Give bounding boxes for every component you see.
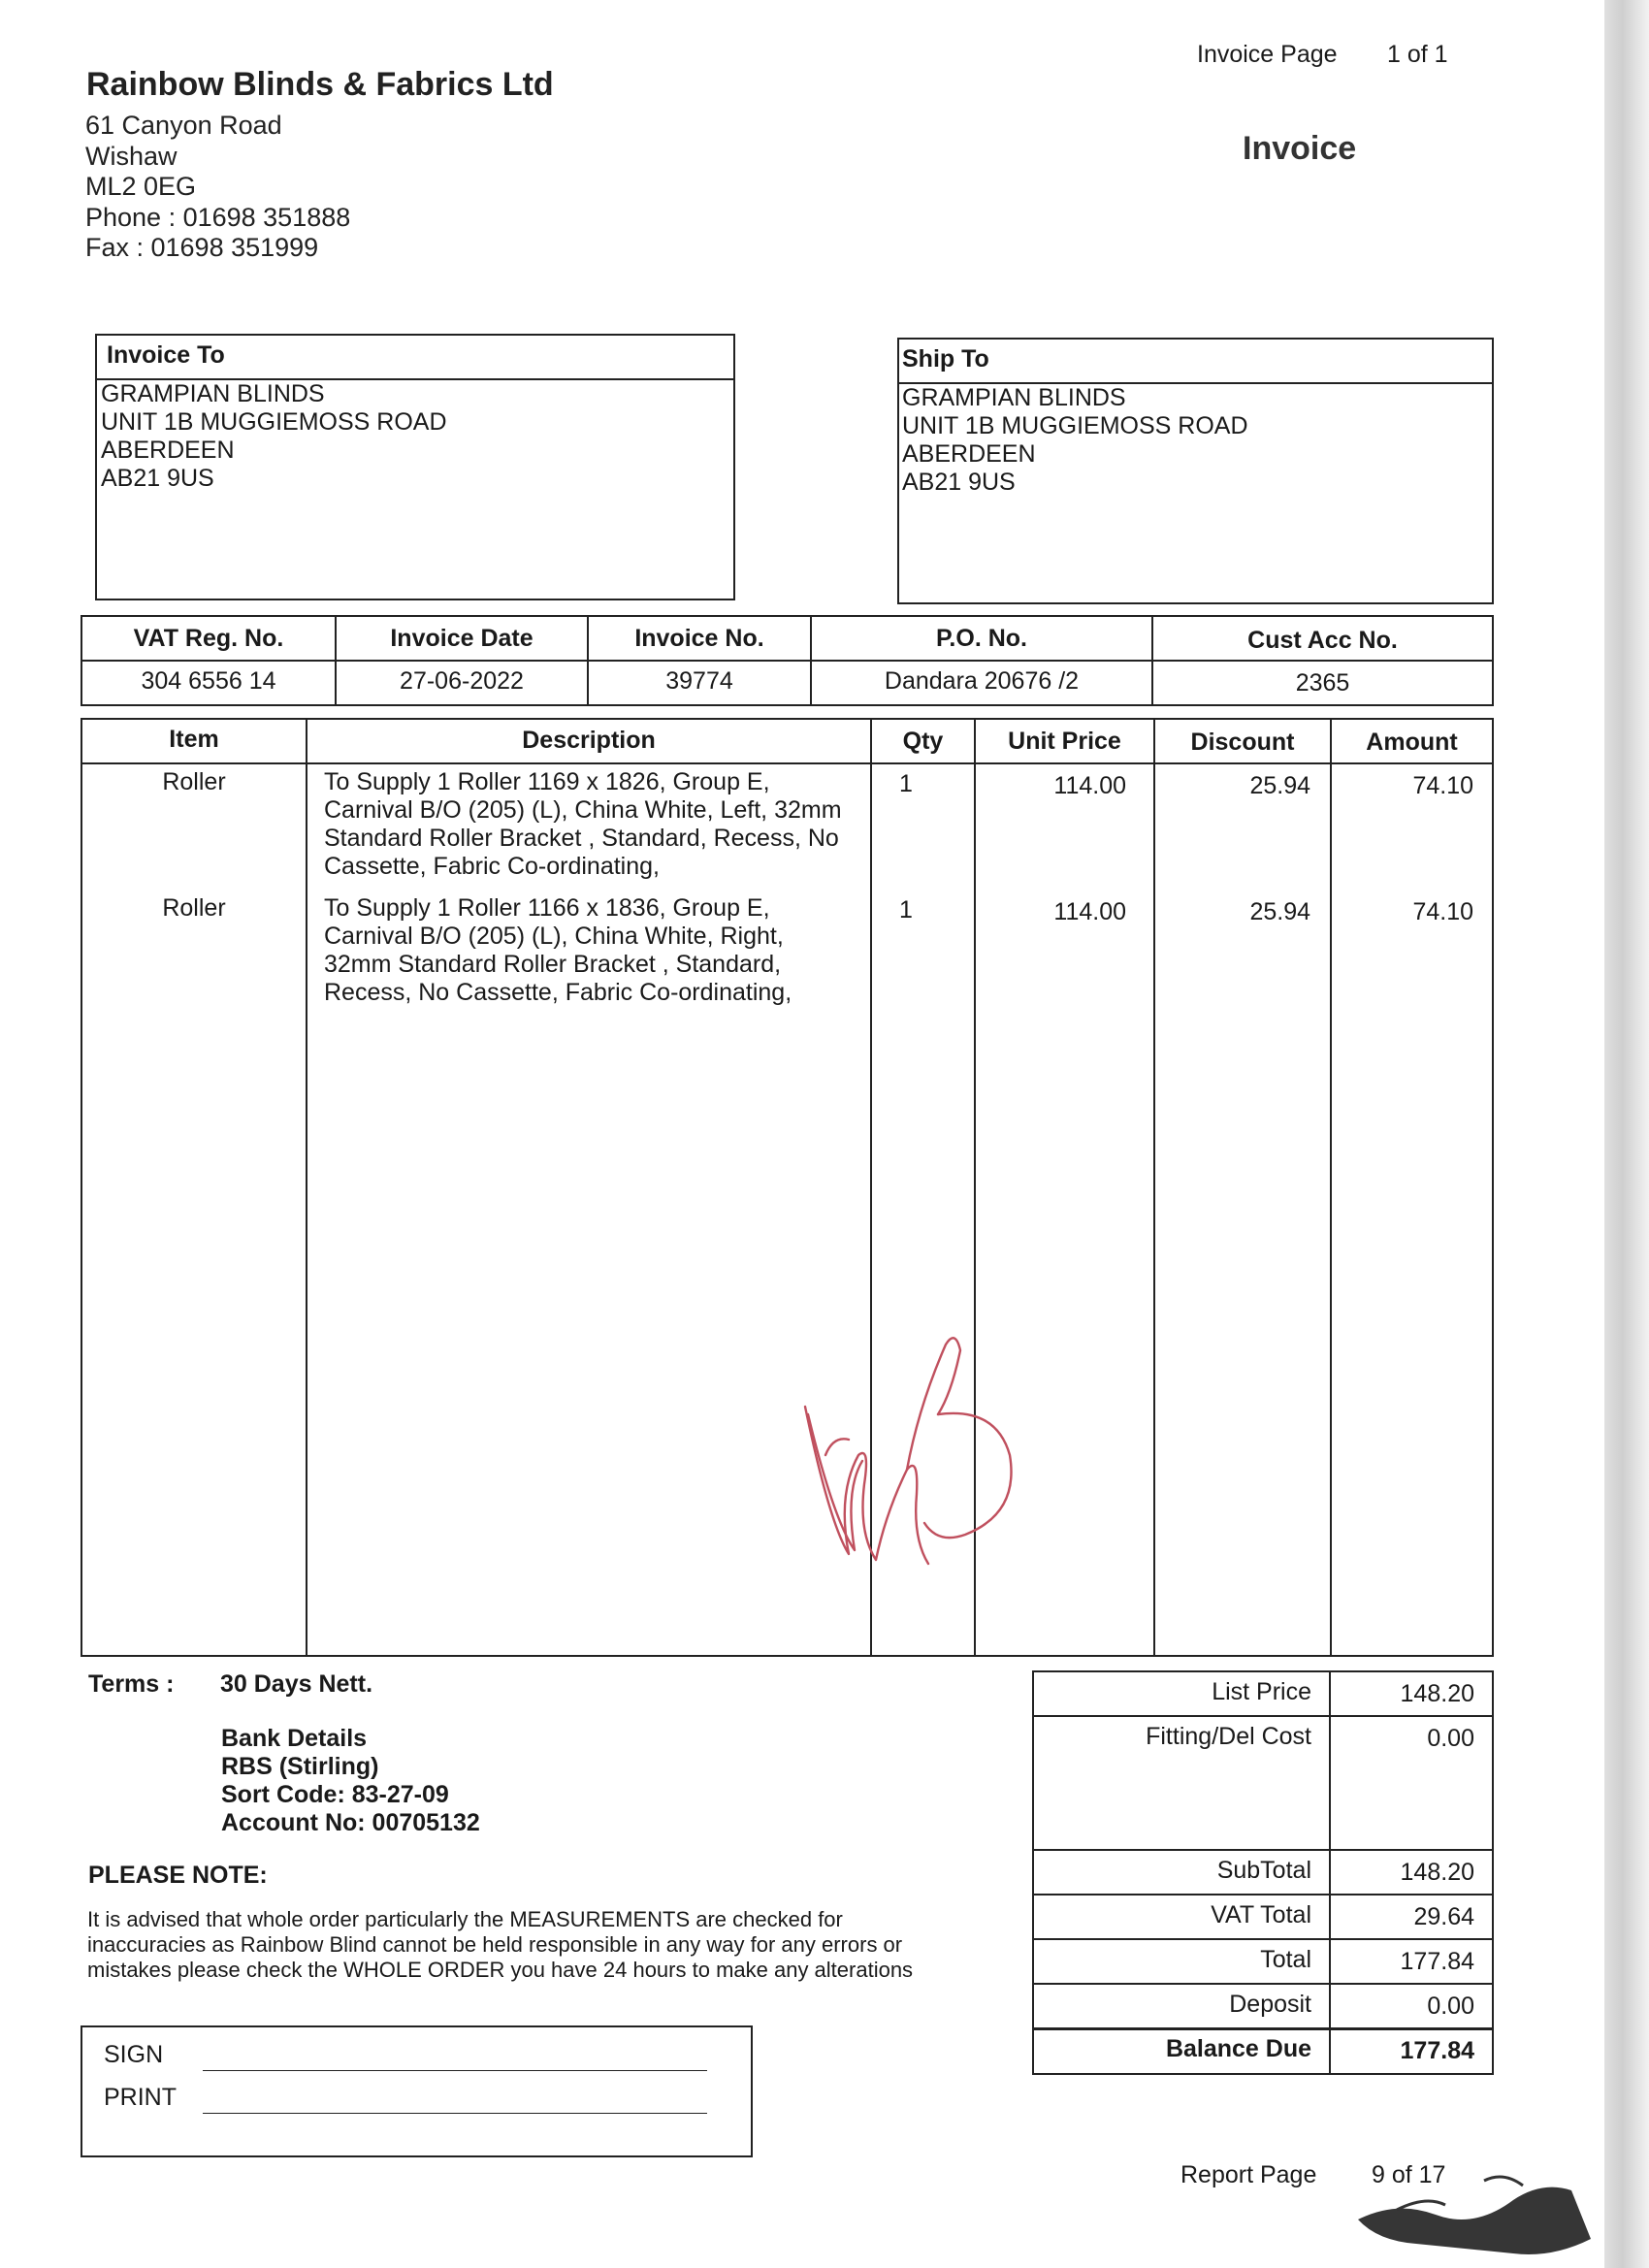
subtotal-value: 148.20 bbox=[1400, 1859, 1474, 1886]
ship-to-title: Ship To bbox=[902, 345, 989, 373]
deposit-label: Deposit bbox=[1229, 1991, 1311, 2018]
col-header-item: Item bbox=[169, 726, 219, 753]
company-address bbox=[85, 111, 350, 264]
print-label: PRINT bbox=[104, 2084, 177, 2111]
col-header-description: Description bbox=[522, 727, 656, 754]
description-line: 32mm Standard Roller Bracket , Standard, bbox=[324, 951, 782, 978]
table-row-unit-price: 114.00 bbox=[1053, 772, 1126, 799]
scan-smudge bbox=[1339, 2161, 1600, 2268]
handwritten-initials-signature bbox=[713, 1300, 1043, 1630]
sign-label: SIGN bbox=[104, 2041, 164, 2068]
table-row-amount: 74.10 bbox=[1412, 898, 1473, 925]
meta-header-date: Invoice Date bbox=[390, 625, 534, 652]
meta-value-invoice-no: 39774 bbox=[665, 667, 733, 695]
invoice-to-box bbox=[95, 334, 735, 600]
bank-details-line: Sort Code: 83-27-09 bbox=[221, 1781, 449, 1808]
invoice-meta-table bbox=[81, 615, 1494, 706]
meta-value-vat: 304 6556 14 bbox=[141, 667, 276, 695]
invoice-page-label: Invoice Page bbox=[1197, 41, 1338, 68]
meta-value-date: 27-06-2022 bbox=[400, 667, 524, 695]
total-label: Total bbox=[1260, 1946, 1311, 1973]
please-note-title: PLEASE NOTE: bbox=[88, 1862, 268, 1889]
vat-total-value: 29.64 bbox=[1413, 1903, 1474, 1930]
ship-to-box bbox=[897, 338, 1494, 604]
company-address-line: ML2 0EG bbox=[85, 172, 197, 201]
bank-details-line: Account No: 00705132 bbox=[221, 1809, 480, 1836]
list-price-label: List Price bbox=[1212, 1678, 1311, 1705]
invoice-to-line: GRAMPIAN BLINDS bbox=[101, 380, 325, 407]
totals-box bbox=[1032, 1670, 1494, 2075]
invoice-to-address bbox=[101, 380, 447, 493]
description-line: Recess, No Cassette, Fabric Co-ordinating, bbox=[324, 979, 792, 1006]
description-line: Cassette, Fabric Co-ordinating, bbox=[324, 853, 660, 880]
invoice-to-title: Invoice To bbox=[107, 341, 225, 369]
report-page-value: 9 of 17 bbox=[1372, 2161, 1446, 2188]
please-note-text bbox=[87, 1907, 913, 1983]
table-row-item: Roller bbox=[162, 768, 226, 795]
invoice-to-line: UNIT 1B MUGGIEMOSS ROAD bbox=[101, 408, 447, 436]
description-line: To Supply 1 Roller 1166 x 1836, Group E, bbox=[324, 894, 770, 922]
balance-due-label: Balance Due bbox=[1165, 2035, 1311, 2062]
sign-print-box bbox=[81, 2025, 753, 2157]
table-row-discount: 25.94 bbox=[1249, 772, 1310, 799]
table-row-description bbox=[324, 768, 887, 881]
vat-total-label: VAT Total bbox=[1211, 1901, 1311, 1928]
company-fax: Fax : 01698 351999 bbox=[85, 233, 319, 262]
fitting-cost-label: Fitting/Del Cost bbox=[1146, 1723, 1311, 1750]
description-line: Standard Roller Bracket , Standard, Recess, No bbox=[324, 825, 839, 852]
subtotal-label: SubTotal bbox=[1216, 1857, 1311, 1884]
note-line: inaccuracies as Rainbow Blind cannot be held responsible in any way for any errors or bbox=[87, 1932, 903, 1957]
list-price-value: 148.20 bbox=[1400, 1680, 1474, 1707]
company-address-line: Wishaw bbox=[85, 141, 178, 171]
balance-due-value: 177.84 bbox=[1400, 2037, 1474, 2064]
meta-value-po: Dandara 20676 /2 bbox=[884, 667, 1080, 695]
document-title: Invoice bbox=[1243, 130, 1357, 167]
table-row-description bbox=[324, 894, 887, 1007]
col-header-unit-price: Unit Price bbox=[1008, 728, 1121, 755]
ship-to-line: ABERDEEN bbox=[902, 440, 1036, 468]
meta-header-vat: VAT Reg. No. bbox=[133, 625, 284, 652]
col-header-qty: Qty bbox=[902, 728, 944, 755]
table-row-amount: 74.10 bbox=[1412, 772, 1473, 799]
company-name: Rainbow Blinds & Fabrics Ltd bbox=[86, 66, 554, 103]
company-phone: Phone : 01698 351888 bbox=[85, 202, 351, 232]
fitting-cost-value: 0.00 bbox=[1427, 1725, 1474, 1752]
meta-header-po: P.O. No. bbox=[935, 625, 1027, 652]
ship-to-line: AB21 9US bbox=[902, 469, 1016, 496]
ship-to-line: GRAMPIAN BLINDS bbox=[902, 384, 1126, 411]
meta-header-invoice-no: Invoice No. bbox=[634, 625, 764, 652]
description-line: Carnival B/O (205) (L), China White, Right, bbox=[324, 923, 784, 950]
note-line: It is advised that whole order particularly the MEASUREMENTS are checked for bbox=[87, 1907, 843, 1931]
print-line[interactable] bbox=[203, 2113, 707, 2114]
invoice-to-line: ABERDEEN bbox=[101, 437, 235, 464]
terms-label: Terms : bbox=[88, 1670, 175, 1698]
col-header-discount: Discount bbox=[1190, 729, 1295, 756]
bank-details-line: Bank Details bbox=[221, 1725, 368, 1752]
table-row-qty: 1 bbox=[899, 770, 913, 797]
table-row-item: Roller bbox=[162, 894, 226, 922]
bank-details-line: RBS (Stirling) bbox=[221, 1753, 379, 1780]
total-value: 177.84 bbox=[1400, 1948, 1474, 1975]
company-address-line: 61 Canyon Road bbox=[85, 111, 282, 140]
note-line: mistakes please check the WHOLE ORDER you have 24 hours to make any alterations bbox=[87, 1958, 914, 1982]
meta-header-cust-acc: Cust Acc No. bbox=[1247, 627, 1398, 654]
table-row-qty: 1 bbox=[899, 896, 913, 923]
deposit-value: 0.00 bbox=[1427, 1993, 1474, 2020]
ship-to-address bbox=[902, 384, 1248, 497]
report-page-label: Report Page bbox=[1180, 2161, 1317, 2188]
terms-value: 30 Days Nett. bbox=[220, 1670, 373, 1698]
invoice-page-value: 1 of 1 bbox=[1387, 41, 1448, 68]
table-row-discount: 25.94 bbox=[1249, 898, 1310, 925]
table-row-unit-price: 114.00 bbox=[1053, 898, 1126, 925]
meta-value-cust-acc: 2365 bbox=[1295, 669, 1350, 697]
col-header-amount: Amount bbox=[1366, 729, 1458, 756]
scan-page-edge bbox=[1604, 0, 1649, 2268]
ship-to-line: UNIT 1B MUGGIEMOSS ROAD bbox=[902, 412, 1248, 439]
invoice-to-line: AB21 9US bbox=[101, 465, 214, 492]
description-line: To Supply 1 Roller 1169 x 1826, Group E, bbox=[324, 768, 770, 795]
bank-details bbox=[221, 1725, 480, 1837]
items-table bbox=[81, 718, 1494, 1657]
description-line: Carnival B/O (205) (L), China White, Left, 32mm bbox=[324, 796, 842, 824]
sign-line[interactable] bbox=[203, 2070, 707, 2071]
